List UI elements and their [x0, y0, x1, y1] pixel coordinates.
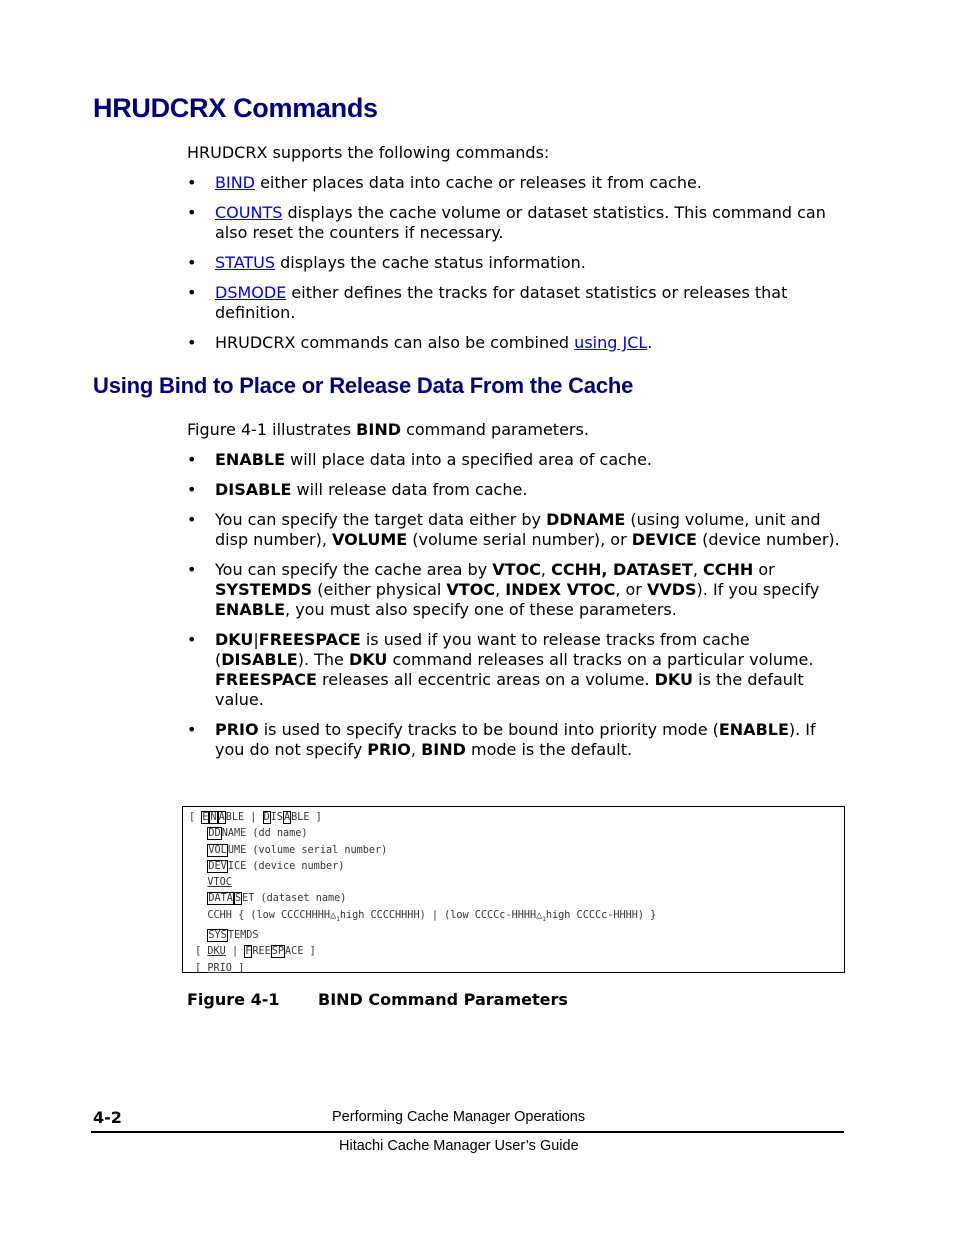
code-line: DATA SET (dataset name) [208, 893, 347, 905]
code-line: SYSTEMDS [208, 930, 259, 942]
code-line: [ E N ABLE | DISABLE ] [189, 812, 322, 823]
page-title: HRUDCRX Commands [93, 93, 378, 123]
code-line: [ DKU | FREESPACE ] [189, 946, 316, 958]
code-block [189, 810, 656, 977]
intro-text: HRUDCRX supports the following commands: [187, 143, 550, 162]
code-line: CCHH { (low $CCCCHHHH\triangle_1high$ CCCCHHHH) | (low CCCCc-$HHHH\triangle_1high$ CCCCc-HHHH) } [189, 909, 657, 923]
list-item: • BIND either places data into cache or releases it from cache. [187, 173, 702, 192]
using-jcl-link[interactable]: using JCL [574, 333, 648, 352]
list-item: • STATUS displays the cache status information. [187, 253, 586, 272]
section-heading: Using Bind to Place or Release Data From the Cache [93, 373, 634, 398]
list-item: • COUNTS displays the cache volume or dataset statistics. This command can also reset the counters if necessary. [187, 203, 826, 242]
list-item: • HRUDCRX commands can also be combined using JCL. [187, 333, 653, 352]
footer-guide-title: Hitachi Cache Manager User’s Guide [339, 1138, 579, 1154]
dsmode-link[interactable]: DSMODE [215, 283, 287, 302]
code-line: DEVICE (device number) [208, 860, 345, 872]
counts-link[interactable]: COUNTS [215, 203, 283, 222]
list-item: • You can specify the target data either by DDNAME (using volume, unit and disp number), VOLUME (volume serial number), or DEVICE (device number). [187, 510, 840, 549]
figure-caption: Figure 4-1 BIND Command Parameters [187, 990, 568, 1009]
code-figure-box [182, 806, 845, 973]
bind-parameter-list [187, 450, 847, 770]
command-list [187, 173, 847, 363]
footer-rule [91, 1131, 844, 1133]
list-item: • DKU|FREESPACE is used if you want to release tracks from cache (DISABLE). The DKU command releases all tracks on a particular volume. FREESPACE releases all eccentric areas on a volume. DKU is the default value. [187, 630, 814, 709]
footer-section-title: Performing Cache Manager Operations [332, 1109, 586, 1125]
code-line: [ PRIO ] [189, 962, 245, 974]
list-item: • ENABLE will place data into a specified area of cache. [187, 450, 652, 469]
page-number: 4-2 [93, 1108, 122, 1127]
code-line: DDNAME (dd name) [208, 828, 308, 840]
list-item: • DISABLE will release data from cache. [187, 480, 528, 499]
figure-intro: Figure 4-1 illustrates BIND command parameters. [187, 420, 589, 439]
list-item: • You can specify the cache area by VTOC, CCHH, DATASET, CCHH or SYSTEMDS (either physical VTOC, INDEX VTOC, or VVDS). If you specify ENABLE, you must also specify one of these parameters. [187, 560, 820, 619]
status-link[interactable]: STATUS [215, 253, 276, 272]
code-line: VOLUME (volume serial number) [208, 844, 388, 856]
bind-link[interactable]: BIND [215, 173, 255, 192]
list-item: • DSMODE either defines the tracks for dataset statistics or releases that definition. [187, 283, 788, 322]
code-line: VTOC [207, 877, 232, 889]
list-item: • PRIO is used to specify tracks to be bound into priority mode (ENABLE). If you do not specify PRIO, BIND mode is the default. [187, 720, 816, 759]
